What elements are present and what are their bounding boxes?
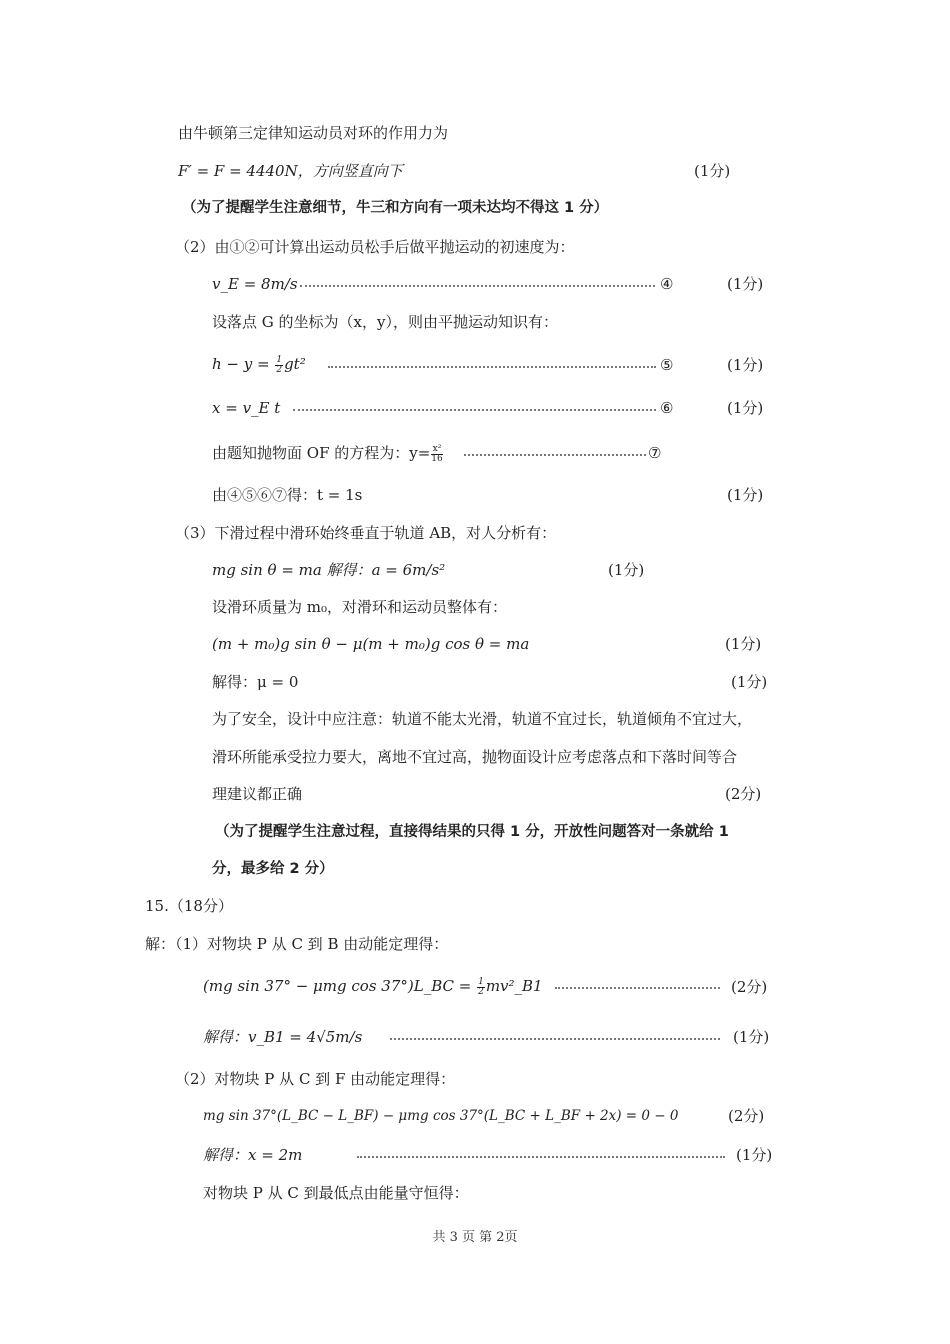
equation-force: F′ = F = 4440N，方向竖直向下 bbox=[178, 162, 403, 180]
line-newton-third: 由牛顿第三定律知运动员对环的作用力为 bbox=[178, 124, 449, 142]
score: (1分) bbox=[736, 1146, 773, 1164]
leader-dots bbox=[390, 1038, 720, 1040]
score: (2分) bbox=[731, 978, 768, 996]
q15-part1-intro: 解：（1）对物块 P 从 C 到 B 由动能定理得： bbox=[145, 935, 449, 953]
safety-line-2: 滑环所能承受拉力要大，离地不宜过高，抛物面设计应考虑落点和下落时间等合 bbox=[212, 748, 738, 766]
score: (2分) bbox=[728, 1107, 765, 1125]
score: (1分) bbox=[731, 673, 768, 691]
part2-intro: （2）由①②可计算出运动员松手后做平抛运动的初速度为： bbox=[175, 238, 575, 256]
fraction bbox=[275, 356, 283, 375]
equation-7-text: 由题知抛物面 OF 的方程为：y= bbox=[212, 444, 431, 462]
leader-dots bbox=[464, 454, 646, 456]
result-t: 由④⑤⑥⑦得：t = 1s bbox=[212, 486, 363, 504]
score: (1分) bbox=[727, 356, 764, 374]
fraction-numerator: x² bbox=[432, 443, 442, 454]
safety-line-1: 为了安全，设计中应注意：轨道不能太光滑，轨道不宜过长，轨道倾角不宜过大， bbox=[212, 710, 753, 728]
grading-note: （为了提醒学生注意细节，牛三和方向有一项未达均不得这 1 分） bbox=[182, 200, 609, 216]
leader-dots bbox=[357, 1156, 725, 1158]
fraction-numerator: 1 bbox=[276, 354, 283, 365]
fraction-numerator: 1 bbox=[478, 976, 484, 987]
safety-line-3: 理建议都正确 bbox=[212, 785, 303, 803]
leader-dots bbox=[300, 285, 655, 287]
score: (1分) bbox=[727, 399, 764, 417]
fraction-denominator: 16 bbox=[431, 453, 443, 464]
set-m0: 设滑环质量为 m₀，对滑环和运动员整体有： bbox=[212, 598, 508, 616]
fraction-denominator: 2 bbox=[276, 364, 283, 375]
equation-5-rhs: gt² bbox=[284, 355, 306, 373]
leader-dots bbox=[328, 366, 656, 368]
grading-note: （为了提醒学生注意过程，直接得结果的只得 1 分，开放性问题答对一条就给 1 bbox=[215, 824, 729, 840]
fraction bbox=[431, 445, 442, 464]
q15-part2-intro: （2）对物块 P 从 C 到 F 由动能定理得： bbox=[175, 1070, 456, 1088]
equation-15c: mg sin 37°(L_BC − L_BF) − μmg cos 37°(L_BC + L_BF + 2x) = 0 − 0 bbox=[203, 1108, 679, 1124]
equation-15d: 解得：x = 2m bbox=[203, 1146, 303, 1164]
equation-6: x = v_E t bbox=[212, 399, 281, 417]
score: (2分) bbox=[725, 785, 762, 803]
equation-marker: ⑤ bbox=[660, 356, 674, 374]
grading-note: 分，最多给 2 分） bbox=[212, 861, 334, 877]
equation-marker: ⑦ bbox=[648, 444, 662, 462]
set-point-g: 设落点 G 的坐标为（x，y），则由平抛运动知识有： bbox=[212, 313, 558, 331]
part3-intro: （3）下滑过程中滑环始终垂直于轨道 AB，对人分析有： bbox=[175, 524, 557, 542]
equation-5 bbox=[212, 354, 306, 375]
leader-dots bbox=[555, 987, 720, 989]
q15-part3-intro: 对物块 P 从 C 到最低点由能量守恒得： bbox=[203, 1184, 469, 1202]
result-mu: 解得：μ = 0 bbox=[212, 673, 299, 691]
score: (1分) bbox=[608, 561, 645, 579]
page-footer: 共 3 页 第 2页 bbox=[432, 1230, 518, 1245]
equation-acceleration: mg sin θ = ma 解得：a = 6m/s² bbox=[212, 561, 446, 579]
question-15-title: 15.（18分） bbox=[145, 897, 233, 915]
equation-15a-lhs: (mg sin 37° − μmg cos 37°)L_BC = bbox=[203, 977, 477, 995]
fraction-denominator: 2 bbox=[478, 986, 484, 997]
score: (1分) bbox=[694, 162, 731, 180]
equation-marker: ④ bbox=[660, 275, 674, 293]
fraction bbox=[477, 978, 485, 997]
equation-15a-rhs: mv²_B1 bbox=[485, 977, 543, 995]
equation-15b: 解得：v_B1 = 4√5m/s bbox=[203, 1028, 363, 1046]
equation-marker: ⑥ bbox=[660, 399, 674, 417]
score: (1分) bbox=[725, 635, 762, 653]
equation-7 bbox=[212, 443, 444, 464]
equation-4: v_E = 8m/s bbox=[212, 275, 298, 293]
score: (1分) bbox=[727, 486, 764, 504]
equation-whole: (m + m₀)g sin θ − μ(m + m₀)g cos θ = ma bbox=[212, 635, 530, 653]
score: (1分) bbox=[727, 275, 764, 293]
equation-15a bbox=[203, 976, 543, 997]
equation-5-lhs: h − y = bbox=[212, 355, 275, 373]
score: (1分) bbox=[733, 1028, 770, 1046]
leader-dots bbox=[293, 409, 656, 411]
